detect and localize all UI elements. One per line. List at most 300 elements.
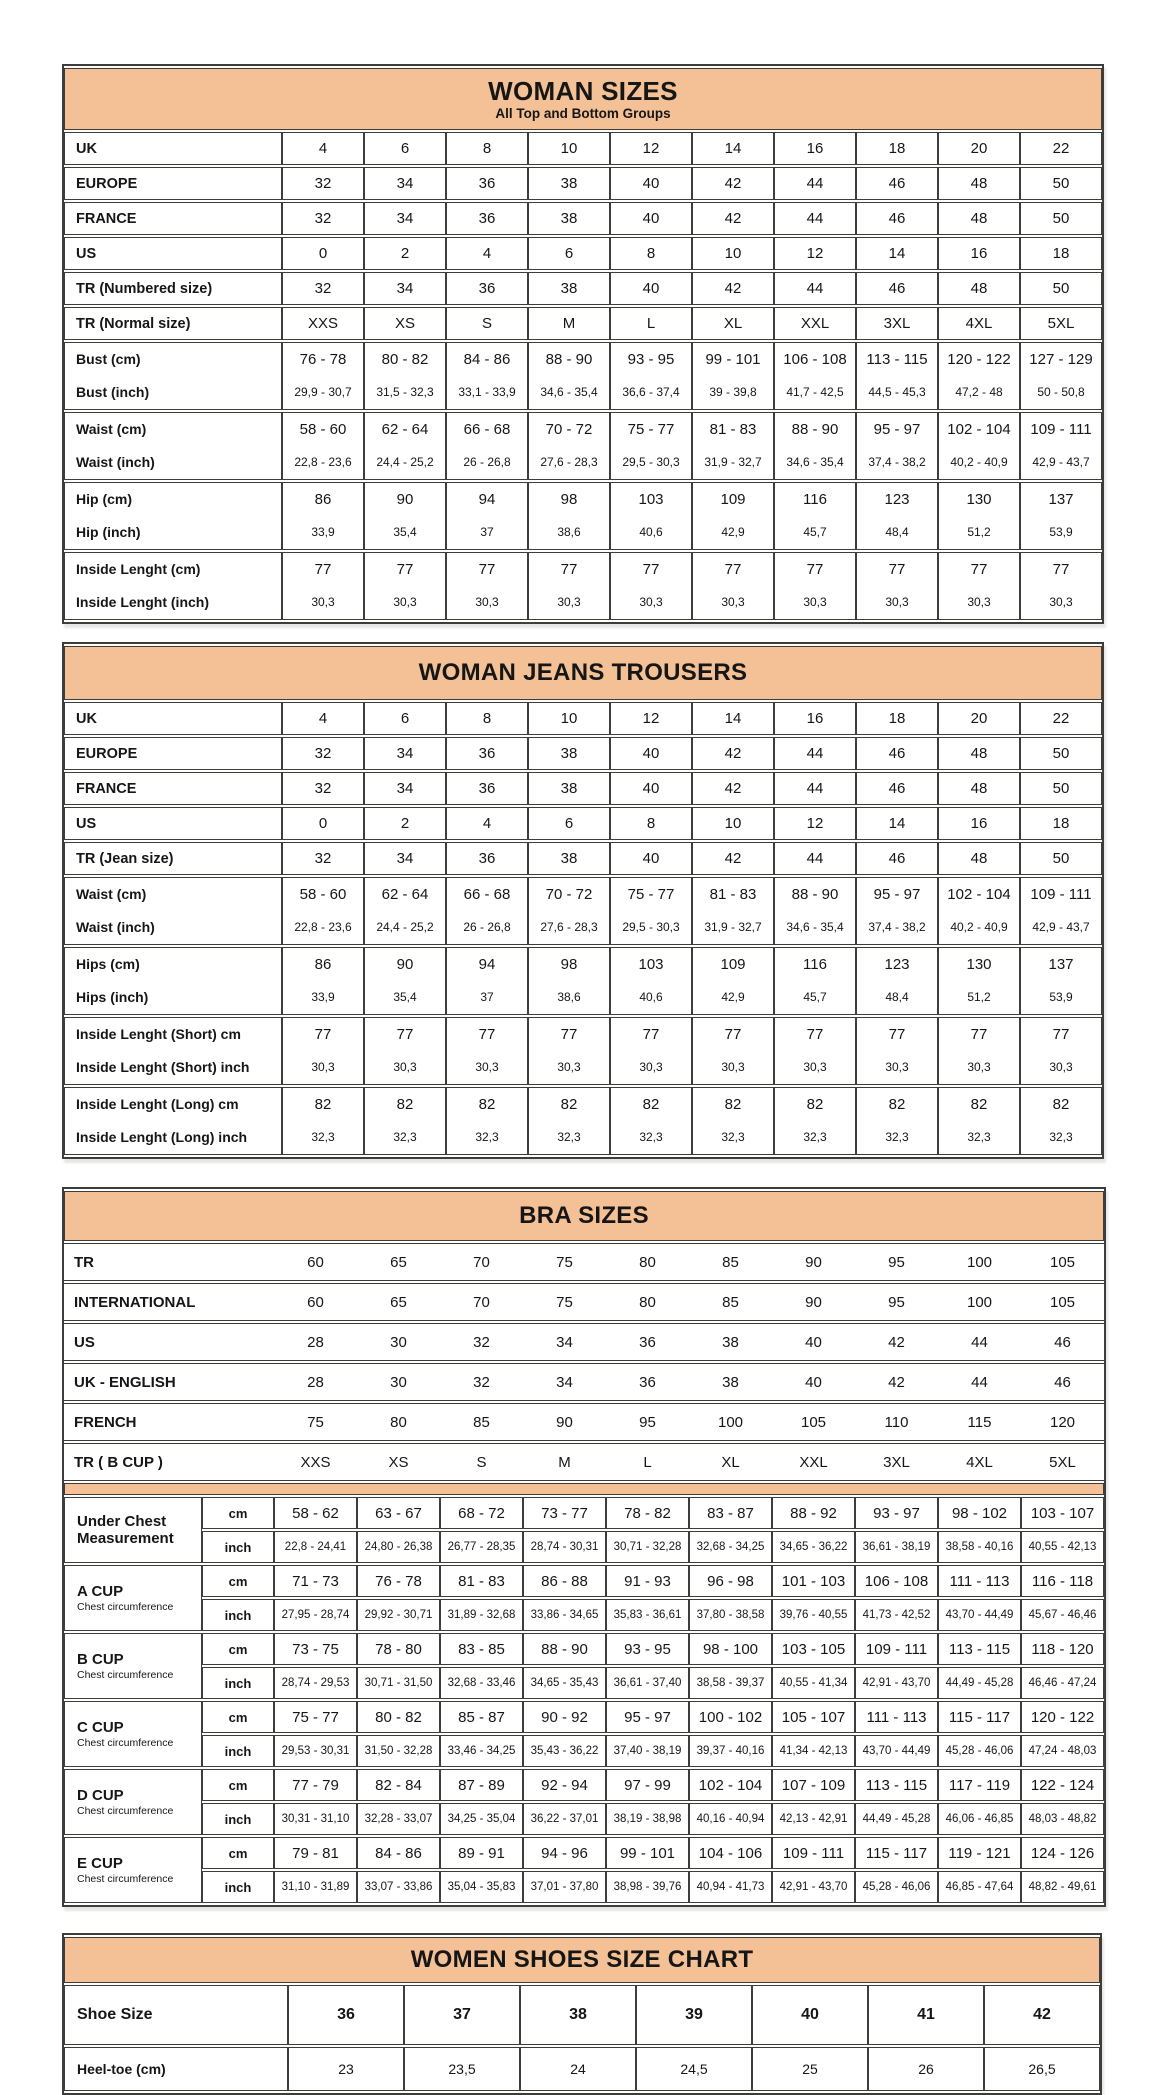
bra-band-value: 32 bbox=[440, 1323, 523, 1361]
measure-value-pair bbox=[282, 342, 364, 410]
size-value: 8 bbox=[610, 807, 692, 840]
row-label-cm: Inside Lenght (Long) cm bbox=[76, 1096, 239, 1112]
size-value: 50 bbox=[1020, 842, 1102, 875]
measure-value-pair bbox=[528, 1087, 610, 1155]
cup-inch-row bbox=[64, 1667, 1104, 1699]
measure-value-pair bbox=[774, 1017, 856, 1085]
bra-band-value: M bbox=[523, 1443, 606, 1481]
size-value: 2 bbox=[364, 807, 446, 840]
measure-value-pair bbox=[446, 482, 528, 550]
measure-value-pair bbox=[282, 412, 364, 480]
measure-value-cm: 77 bbox=[970, 1026, 988, 1043]
size-value: 44 bbox=[774, 737, 856, 770]
measure-row-group bbox=[64, 947, 1102, 1015]
measure-value-pair bbox=[938, 1087, 1020, 1155]
measure-value-inch: 37,4 - 38,2 bbox=[868, 455, 926, 469]
measure-value-pair bbox=[774, 877, 856, 945]
cup-value-cm: 98 - 100 bbox=[689, 1633, 772, 1665]
measure-value-cm: 82 bbox=[806, 1096, 824, 1113]
bra-band-value: 44 bbox=[938, 1363, 1021, 1401]
cup-label bbox=[64, 1565, 202, 1631]
cup-sublabel: Chest circumference bbox=[77, 1873, 174, 1885]
shoe-value: 24,5 bbox=[636, 2047, 752, 2091]
size-row bbox=[64, 702, 1102, 735]
measure-value-pair bbox=[1020, 552, 1102, 620]
cup-value-inch: 45,28 - 46,06 bbox=[938, 1735, 1021, 1767]
size-value: 36 bbox=[446, 772, 528, 805]
cup-name: A CUP bbox=[77, 1583, 124, 1600]
measure-value-pair bbox=[692, 552, 774, 620]
cup-value-cm: 82 - 84 bbox=[357, 1769, 440, 1801]
measure-value-cm: 77 bbox=[806, 1026, 824, 1043]
measure-value-cm: 102 - 104 bbox=[947, 421, 1011, 438]
cup-value-cm: 106 - 108 bbox=[855, 1565, 938, 1597]
cup-value-cm: 63 - 67 bbox=[357, 1497, 440, 1529]
shoe-row bbox=[64, 1985, 1100, 2045]
cup-cm-row bbox=[64, 1497, 1104, 1529]
cup-value-inch: 34,65 - 35,43 bbox=[523, 1667, 606, 1699]
row-label: FRENCH bbox=[64, 1403, 274, 1441]
measure-value-pair bbox=[446, 1087, 528, 1155]
measure-value-pair bbox=[692, 947, 774, 1015]
cup-value-inch: 40,55 - 41,34 bbox=[772, 1667, 855, 1699]
measure-value-pair bbox=[1020, 1087, 1102, 1155]
cup-value-cm: 58 - 62 bbox=[274, 1497, 357, 1529]
size-value: 6 bbox=[528, 807, 610, 840]
row-label: TR (Normal size) bbox=[64, 307, 282, 340]
row-label-inch: Hips (inch) bbox=[76, 989, 149, 1005]
size-row bbox=[64, 237, 1102, 270]
bra-band-value: 60 bbox=[274, 1283, 357, 1321]
cup-value-cm: 109 - 111 bbox=[855, 1633, 938, 1665]
cup-value-inch: 34,25 - 35,04 bbox=[440, 1803, 523, 1835]
size-value: 48 bbox=[938, 167, 1020, 200]
measure-value-cm: 77 bbox=[560, 1026, 578, 1043]
measure-value-cm: 82 bbox=[888, 1096, 906, 1113]
cup-value-inch: 48,82 - 49,61 bbox=[1021, 1871, 1104, 1903]
bra-band-value: 36 bbox=[606, 1363, 689, 1401]
bra-band-value: XL bbox=[689, 1443, 772, 1481]
measure-value-pair bbox=[282, 1017, 364, 1085]
size-value: 4 bbox=[282, 132, 364, 165]
measure-value-inch: 36,6 - 37,4 bbox=[622, 385, 680, 399]
bra-band-value: 38 bbox=[689, 1323, 772, 1361]
cup-value-inch: 33,46 - 34,25 bbox=[440, 1735, 523, 1767]
bra-band-value: 75 bbox=[523, 1283, 606, 1321]
measure-value-inch: 30,3 bbox=[393, 595, 417, 609]
measure-value-cm: 84 - 86 bbox=[463, 351, 511, 368]
cup-value-inch: 42,91 - 43,70 bbox=[772, 1871, 855, 1903]
measure-value-inch: 53,9 bbox=[1049, 990, 1073, 1004]
size-value: 12 bbox=[610, 132, 692, 165]
size-value: 50 bbox=[1020, 737, 1102, 770]
measure-value-pair bbox=[364, 412, 446, 480]
size-value: 38 bbox=[528, 272, 610, 305]
cup-value-cm: 73 - 75 bbox=[274, 1633, 357, 1665]
measure-value-cm: 86 bbox=[314, 491, 332, 508]
measure-value-inch: 32,3 bbox=[1049, 1130, 1073, 1144]
measure-value-cm: 82 bbox=[560, 1096, 578, 1113]
measure-value-inch: 42,9 bbox=[721, 990, 745, 1004]
measure-value-cm: 93 - 95 bbox=[627, 351, 675, 368]
measure-value-cm: 77 bbox=[314, 561, 332, 578]
row-label-cm: Inside Lenght (Short) cm bbox=[76, 1026, 241, 1042]
cup-cm-row bbox=[64, 1633, 1104, 1665]
bra-band-value: 80 bbox=[606, 1283, 689, 1321]
measure-value-inch: 30,3 bbox=[557, 595, 581, 609]
size-value: L bbox=[610, 307, 692, 340]
bra-band-row bbox=[64, 1443, 1104, 1481]
bra-band-value: 75 bbox=[274, 1403, 357, 1441]
measure-value-pair bbox=[774, 552, 856, 620]
measure-value-cm: 109 bbox=[720, 956, 746, 973]
cup-value-cm: 101 - 103 bbox=[772, 1565, 855, 1597]
bra-band-value: S bbox=[440, 1443, 523, 1481]
measure-value-inch: 32,3 bbox=[557, 1130, 581, 1144]
measure-value-inch: 22,8 - 23,6 bbox=[294, 455, 352, 469]
measure-value-inch: 35,4 bbox=[393, 525, 417, 539]
bra-band-value: 46 bbox=[1021, 1323, 1104, 1361]
measure-value-pair bbox=[1020, 482, 1102, 550]
measure-value-inch: 30,3 bbox=[311, 1060, 335, 1074]
cup-value-cm: 124 - 126 bbox=[1021, 1837, 1104, 1869]
size-value: S bbox=[446, 307, 528, 340]
measure-value-inch: 37,4 - 38,2 bbox=[868, 920, 926, 934]
measure-value-cm: 82 bbox=[1052, 1096, 1070, 1113]
cup-label bbox=[64, 1837, 202, 1903]
bra-band-value: 40 bbox=[772, 1363, 855, 1401]
measure-value-pair bbox=[856, 947, 938, 1015]
measure-value-cm: 77 bbox=[478, 1026, 496, 1043]
bra-band-value: 95 bbox=[855, 1283, 938, 1321]
measure-value-pair bbox=[528, 1017, 610, 1085]
bra-band-value: 28 bbox=[274, 1323, 357, 1361]
cup-value-cm: 83 - 85 bbox=[440, 1633, 523, 1665]
measure-value-pair bbox=[528, 482, 610, 550]
cup-name: E CUP bbox=[77, 1855, 123, 1872]
measure-value-inch: 37 bbox=[480, 525, 494, 539]
measure-value-pair bbox=[446, 342, 528, 410]
row-label-cm: Inside Lenght (cm) bbox=[76, 561, 201, 577]
size-value: 40 bbox=[610, 272, 692, 305]
measure-row-group bbox=[64, 552, 1102, 620]
size-value: 14 bbox=[856, 237, 938, 270]
size-value: 34 bbox=[364, 272, 446, 305]
size-value: 46 bbox=[856, 737, 938, 770]
size-value: 40 bbox=[610, 772, 692, 805]
measure-value-pair bbox=[364, 342, 446, 410]
bra-band-value: 85 bbox=[689, 1243, 772, 1281]
size-row bbox=[64, 737, 1102, 770]
cup-value-cm: 93 - 95 bbox=[606, 1633, 689, 1665]
size-value: 16 bbox=[938, 807, 1020, 840]
measure-value-cm: 77 bbox=[970, 561, 988, 578]
size-value: 34 bbox=[364, 772, 446, 805]
measure-value-cm: 137 bbox=[1048, 956, 1074, 973]
row-label-cm: Waist (cm) bbox=[76, 421, 147, 437]
size-value: 32 bbox=[282, 202, 364, 235]
measure-value-cm: 88 - 90 bbox=[791, 886, 839, 903]
jeans-trousers-title: WOMAN JEANS TROUSERS bbox=[418, 659, 748, 686]
cup-sublabel: Chest circumference bbox=[77, 1737, 174, 1749]
row-label-inch: Inside Lenght (inch) bbox=[76, 594, 209, 610]
cup-value-inch: 40,16 - 40,94 bbox=[689, 1803, 772, 1835]
size-value: 36 bbox=[446, 272, 528, 305]
measure-value-inch: 34,6 - 35,4 bbox=[786, 920, 844, 934]
size-value: 40 bbox=[610, 842, 692, 875]
cup-value-inch: 42,91 - 43,70 bbox=[855, 1667, 938, 1699]
size-value: 44 bbox=[774, 202, 856, 235]
size-value: 38 bbox=[528, 202, 610, 235]
measure-value-inch: 32,3 bbox=[311, 1130, 335, 1144]
shoe-value: 41 bbox=[868, 1985, 984, 2045]
cup-value-inch: 31,89 - 32,68 bbox=[440, 1599, 523, 1631]
measure-value-inch: 30,3 bbox=[721, 595, 745, 609]
bra-band-value: 90 bbox=[772, 1243, 855, 1281]
measure-value-pair bbox=[774, 342, 856, 410]
row-label: FRANCE bbox=[64, 772, 282, 805]
size-value: 32 bbox=[282, 737, 364, 770]
cup-value-inch: 46,46 - 47,24 bbox=[1021, 1667, 1104, 1699]
measure-value-pair bbox=[282, 947, 364, 1015]
measure-value-cm: 137 bbox=[1048, 491, 1074, 508]
cup-value-cm: 88 - 90 bbox=[523, 1633, 606, 1665]
cup-sublabel: Chest circumference bbox=[77, 1601, 174, 1613]
size-value: 50 bbox=[1020, 772, 1102, 805]
size-value: 48 bbox=[938, 272, 1020, 305]
size-value: XL bbox=[692, 307, 774, 340]
measure-value-cm: 88 - 90 bbox=[545, 351, 593, 368]
measure-value-cm: 62 - 64 bbox=[381, 886, 429, 903]
size-value: 4 bbox=[446, 807, 528, 840]
row-label: Shoe Size bbox=[64, 1985, 288, 2045]
bra-band-value: 110 bbox=[855, 1403, 938, 1441]
bra-band-value: 115 bbox=[938, 1403, 1021, 1441]
measure-value-cm: 82 bbox=[724, 1096, 742, 1113]
shoe-value: 36 bbox=[288, 1985, 404, 2045]
unit-inch-label: inch bbox=[202, 1599, 274, 1631]
cup-value-inch: 44,49 - 45,28 bbox=[855, 1803, 938, 1835]
size-value: 36 bbox=[446, 842, 528, 875]
jeans-trousers-header bbox=[64, 646, 1102, 700]
measure-value-inch: 38,6 bbox=[557, 525, 581, 539]
size-value: 32 bbox=[282, 772, 364, 805]
bra-band-value: 80 bbox=[357, 1403, 440, 1441]
measure-value-cm: 130 bbox=[966, 491, 992, 508]
bra-band-value: XXL bbox=[772, 1443, 855, 1481]
measure-row-group bbox=[64, 482, 1102, 550]
measure-value-inch: 30,3 bbox=[475, 595, 499, 609]
measure-value-pair bbox=[1020, 1017, 1102, 1085]
cup-value-inch: 47,24 - 48,03 bbox=[1021, 1735, 1104, 1767]
measure-row-group bbox=[64, 412, 1102, 480]
measure-value-inch: 40,6 bbox=[639, 525, 663, 539]
measure-value-inch: 31,9 - 32,7 bbox=[704, 920, 762, 934]
measure-value-pair bbox=[938, 342, 1020, 410]
cup-value-cm: 119 - 121 bbox=[938, 1837, 1021, 1869]
measure-value-pair bbox=[610, 482, 692, 550]
measure-value-inch: 31,5 - 32,3 bbox=[376, 385, 434, 399]
measure-value-inch: 33,1 - 33,9 bbox=[458, 385, 516, 399]
cup-value-cm: 115 - 117 bbox=[938, 1701, 1021, 1733]
size-value: 18 bbox=[1020, 807, 1102, 840]
size-row bbox=[64, 202, 1102, 235]
measure-value-pair bbox=[610, 947, 692, 1015]
measure-value-pair bbox=[364, 552, 446, 620]
shoe-value: 40 bbox=[752, 1985, 868, 2045]
row-label-pair bbox=[64, 877, 282, 945]
measure-value-cm: 90 bbox=[396, 956, 414, 973]
measure-value-cm: 102 - 104 bbox=[947, 886, 1011, 903]
bra-band-value: 3XL bbox=[855, 1443, 938, 1481]
cup-value-inch: 32,68 - 33,46 bbox=[440, 1667, 523, 1699]
cup-value-inch: 27,95 - 28,74 bbox=[274, 1599, 357, 1631]
row-label-pair bbox=[64, 1017, 282, 1085]
measure-value-pair bbox=[610, 877, 692, 945]
cup-value-inch: 36,22 - 37,01 bbox=[523, 1803, 606, 1835]
measure-value-inch: 30,3 bbox=[639, 595, 663, 609]
measure-value-cm: 70 - 72 bbox=[545, 886, 593, 903]
shoes-title: WOMEN SHOES SIZE CHART bbox=[410, 1946, 754, 1973]
measure-value-pair bbox=[446, 552, 528, 620]
size-value: 48 bbox=[938, 737, 1020, 770]
shoe-value: 26 bbox=[868, 2047, 984, 2091]
measure-value-cm: 109 bbox=[720, 491, 746, 508]
measure-value-cm: 86 bbox=[314, 956, 332, 973]
size-value: 38 bbox=[528, 737, 610, 770]
measure-value-inch: 32,3 bbox=[721, 1130, 745, 1144]
cup-value-cm: 103 - 105 bbox=[772, 1633, 855, 1665]
shoe-value: 38 bbox=[520, 1985, 636, 2045]
measure-value-cm: 77 bbox=[888, 1026, 906, 1043]
cup-inch-row bbox=[64, 1599, 1104, 1631]
measure-value-cm: 98 bbox=[560, 491, 578, 508]
cup-value-inch: 31,50 - 32,28 bbox=[357, 1735, 440, 1767]
cup-value-inch: 45,67 - 46,46 bbox=[1021, 1599, 1104, 1631]
size-row bbox=[64, 307, 1102, 340]
size-row bbox=[64, 167, 1102, 200]
size-value: 36 bbox=[446, 737, 528, 770]
size-value: 16 bbox=[774, 702, 856, 735]
cup-value-inch: 43,70 - 44,49 bbox=[938, 1599, 1021, 1631]
cup-value-inch: 31,10 - 31,89 bbox=[274, 1871, 357, 1903]
measure-value-inch: 22,8 - 23,6 bbox=[294, 920, 352, 934]
bra-band-value: 70 bbox=[440, 1283, 523, 1321]
measure-value-inch: 34,6 - 35,4 bbox=[786, 455, 844, 469]
cup-value-cm: 83 - 87 bbox=[689, 1497, 772, 1529]
size-row bbox=[64, 772, 1102, 805]
cup-value-cm: 111 - 113 bbox=[938, 1565, 1021, 1597]
measure-value-pair bbox=[364, 1017, 446, 1085]
cup-value-cm: 91 - 93 bbox=[606, 1565, 689, 1597]
measure-value-inch: 30,3 bbox=[803, 1060, 827, 1074]
cup-value-inch: 45,28 - 46,06 bbox=[855, 1871, 938, 1903]
cup-value-cm: 96 - 98 bbox=[689, 1565, 772, 1597]
size-value: 10 bbox=[528, 702, 610, 735]
shoes-size-table bbox=[62, 1933, 1102, 2095]
cup-value-inch: 35,04 - 35,83 bbox=[440, 1871, 523, 1903]
cup-cm-row bbox=[64, 1701, 1104, 1733]
cup-value-cm: 115 - 117 bbox=[855, 1837, 938, 1869]
measure-value-pair bbox=[938, 412, 1020, 480]
measure-value-cm: 109 - 111 bbox=[1030, 886, 1092, 903]
size-value: 14 bbox=[856, 807, 938, 840]
cup-value-inch: 32,28 - 33,07 bbox=[357, 1803, 440, 1835]
unit-inch-label: inch bbox=[202, 1871, 274, 1903]
cup-value-cm: 77 - 79 bbox=[274, 1769, 357, 1801]
bra-band-value: 42 bbox=[855, 1363, 938, 1401]
cup-value-inch: 37,80 - 38,58 bbox=[689, 1599, 772, 1631]
cup-value-cm: 97 - 99 bbox=[606, 1769, 689, 1801]
cup-value-inch: 28,74 - 30,31 bbox=[523, 1531, 606, 1563]
size-value: 48 bbox=[938, 202, 1020, 235]
row-label-cm: Hips (cm) bbox=[76, 956, 140, 972]
cup-value-inch: 30,31 - 31,10 bbox=[274, 1803, 357, 1835]
measure-value-inch: 48,4 bbox=[885, 525, 909, 539]
measure-value-pair bbox=[446, 947, 528, 1015]
measure-value-pair bbox=[364, 947, 446, 1015]
measure-value-inch: 33,9 bbox=[311, 525, 335, 539]
measure-row-group bbox=[64, 877, 1102, 945]
cup-value-inch: 36,61 - 38,19 bbox=[855, 1531, 938, 1563]
size-value: 32 bbox=[282, 272, 364, 305]
size-value: 12 bbox=[610, 702, 692, 735]
measure-value-inch: 29,9 - 30,7 bbox=[294, 385, 352, 399]
measure-value-cm: 106 - 108 bbox=[783, 351, 847, 368]
cup-value-inch: 41,73 - 42,52 bbox=[855, 1599, 938, 1631]
size-value: XS bbox=[364, 307, 446, 340]
cup-value-cm: 79 - 81 bbox=[274, 1837, 357, 1869]
size-value: 20 bbox=[938, 702, 1020, 735]
cup-value-inch: 37,40 - 38,19 bbox=[606, 1735, 689, 1767]
bra-band-value: 85 bbox=[689, 1283, 772, 1321]
measure-value-pair bbox=[364, 877, 446, 945]
cup-value-inch: 30,71 - 31,50 bbox=[357, 1667, 440, 1699]
row-label: US bbox=[64, 237, 282, 270]
cup-cm-row bbox=[64, 1837, 1104, 1869]
cup-value-inch: 48,03 - 48,82 bbox=[1021, 1803, 1104, 1835]
measure-value-inch: 40,6 bbox=[639, 990, 663, 1004]
row-label: UK - ENGLISH bbox=[64, 1363, 274, 1401]
measure-value-inch: 32,3 bbox=[967, 1130, 991, 1144]
bra-band-value: 34 bbox=[523, 1363, 606, 1401]
size-value: 42 bbox=[692, 167, 774, 200]
measure-value-pair bbox=[692, 1017, 774, 1085]
cup-value-cm: 107 - 109 bbox=[772, 1769, 855, 1801]
measure-value-pair bbox=[1020, 877, 1102, 945]
measure-value-inch: 30,3 bbox=[885, 1060, 909, 1074]
measure-value-cm: 77 bbox=[478, 561, 496, 578]
row-label: TR ( B CUP ) bbox=[64, 1443, 274, 1481]
size-value: 46 bbox=[856, 167, 938, 200]
size-row bbox=[64, 807, 1102, 840]
cup-value-cm: 111 - 113 bbox=[855, 1701, 938, 1733]
measure-value-cm: 82 bbox=[970, 1096, 988, 1113]
measure-value-cm: 103 bbox=[638, 956, 664, 973]
unit-cm-label: cm bbox=[202, 1701, 274, 1733]
measure-value-inch: 32,3 bbox=[885, 1130, 909, 1144]
size-value: 22 bbox=[1020, 702, 1102, 735]
cup-value-inch: 35,43 - 36,22 bbox=[523, 1735, 606, 1767]
cup-name: B CUP bbox=[77, 1651, 124, 1668]
cup-value-inch: 38,58 - 40,16 bbox=[938, 1531, 1021, 1563]
cup-name: C CUP bbox=[77, 1719, 124, 1736]
cup-value-cm: 86 - 88 bbox=[523, 1565, 606, 1597]
measure-value-pair bbox=[1020, 412, 1102, 480]
row-label: TR (Numbered size) bbox=[64, 272, 282, 305]
size-value: 42 bbox=[692, 272, 774, 305]
bra-band-value: 65 bbox=[357, 1283, 440, 1321]
